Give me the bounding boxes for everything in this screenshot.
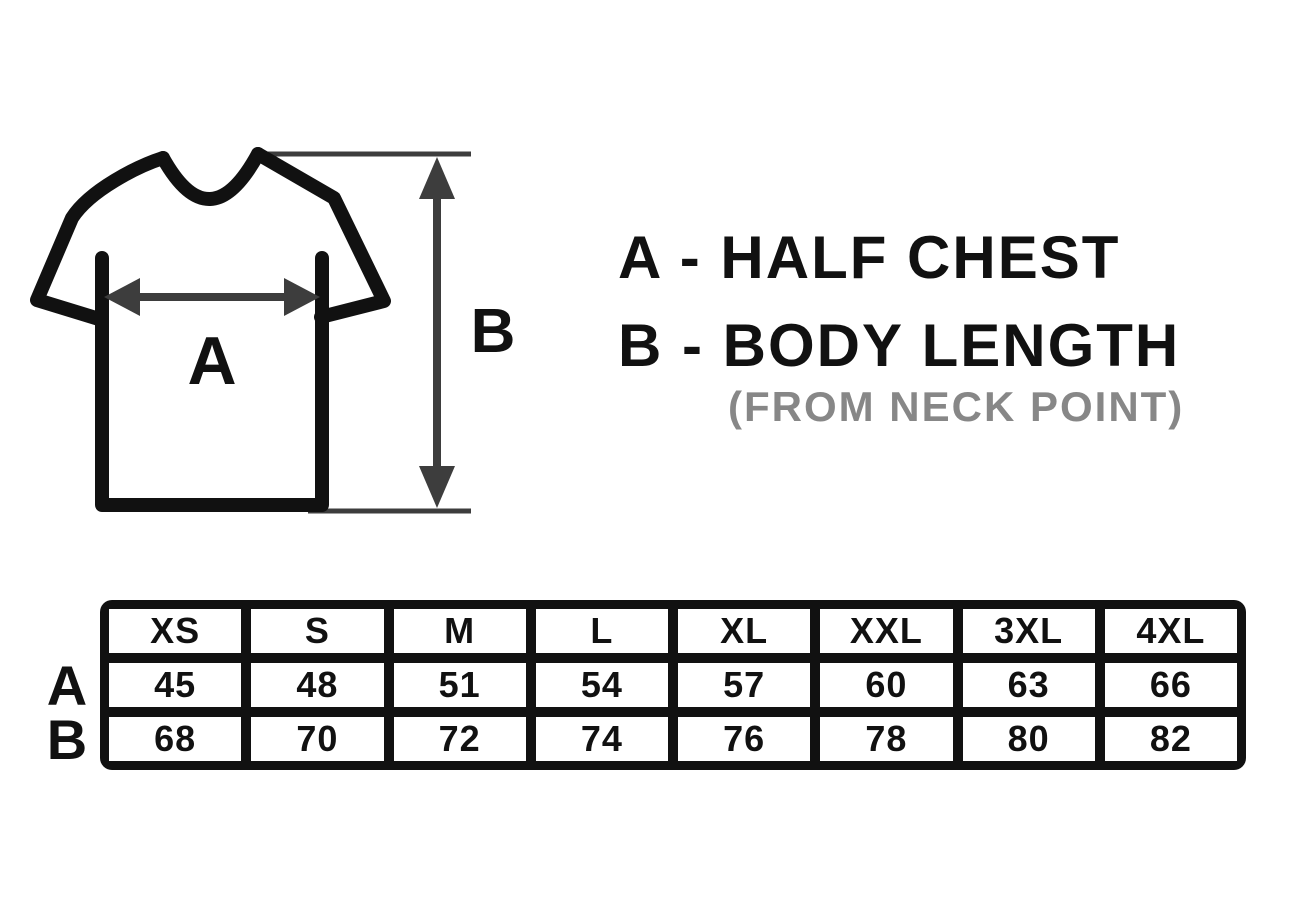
- dim-label-b: B: [470, 297, 516, 366]
- size-value-cell: 68: [109, 717, 241, 761]
- table-row-label-a: A: [46, 654, 88, 717]
- size-value-cell: 78: [820, 717, 952, 761]
- tshirt-diagram: [20, 120, 580, 540]
- size-header-cell: 4XL: [1105, 609, 1237, 653]
- size-value-cell: 48: [251, 663, 383, 707]
- size-value-cell: 51: [394, 663, 526, 707]
- size-header-cell: XL: [678, 609, 810, 653]
- size-value-cell: 80: [963, 717, 1095, 761]
- size-header-cell: XXL: [820, 609, 952, 653]
- size-value-cell: 60: [820, 663, 952, 707]
- size-value-cell: 76: [678, 717, 810, 761]
- size-header-cell: 3XL: [963, 609, 1095, 653]
- size-value-cell: 63: [963, 663, 1095, 707]
- height-arrow: [419, 157, 455, 508]
- size-value-cell: 70: [251, 717, 383, 761]
- size-value-cell: 66: [1105, 663, 1237, 707]
- size-header-cell: M: [394, 609, 526, 653]
- size-header-cell: XS: [109, 609, 241, 653]
- legend-body-length: B - BODY LENGTH: [618, 312, 1181, 379]
- legend-neck-point-note: (FROM NECK POINT): [728, 383, 1185, 430]
- size-value-cell: 74: [536, 717, 668, 761]
- size-header-cell: L: [536, 609, 668, 653]
- dim-label-a: A: [187, 323, 237, 399]
- size-value-cell: 45: [109, 663, 241, 707]
- size-table: [100, 600, 1246, 770]
- size-value-cell: 82: [1105, 717, 1237, 761]
- size-value-cell: 54: [536, 663, 668, 707]
- legend-half-chest: A - HALF CHEST: [618, 224, 1121, 291]
- size-value-cell: 57: [678, 663, 810, 707]
- table-row-label-b: B: [46, 708, 88, 771]
- size-header-cell: S: [251, 609, 383, 653]
- legend: [618, 224, 1185, 430]
- width-arrow: [104, 278, 320, 316]
- size-value-cell: 72: [394, 717, 526, 761]
